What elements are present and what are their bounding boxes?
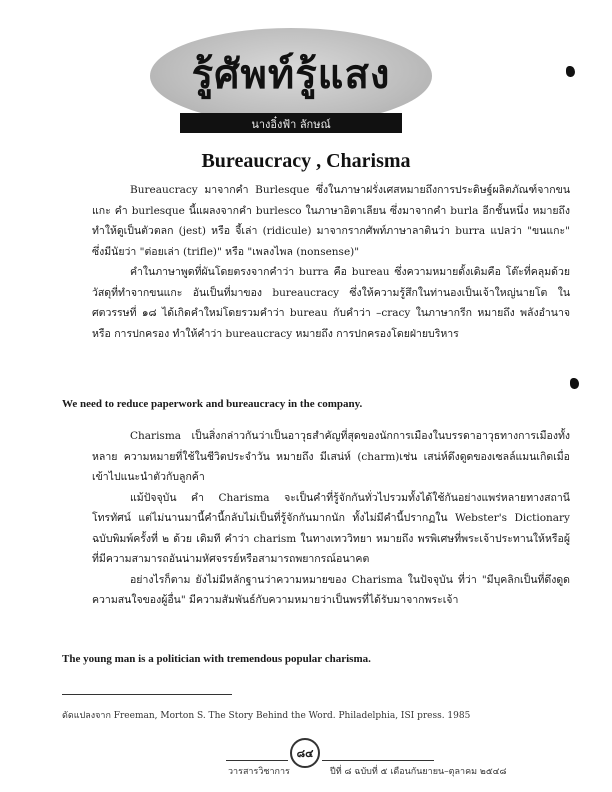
ink-blot-1 bbox=[566, 66, 575, 77]
paragraph: Bureaucracy มาจากคำ Burlesque ซึ่งในภาษาฝรั่งเศสหมายถึงการประดิษฐ์ผลิตภัณฑ์จากขนแกะ คำ burlesque นี้แผลงจากคำ burlesco ในภาษาอิตาเลียน ซึ่งมาจากคำ burla อีกชั้นหนึ่ง หมายถึง ทำให้ดูเป็นตัวตลก (jest) หรือ จี้เล่า (ridicule) มาจากรากศัพท์ภาษาลาตินว่า burra แปลว่า "ขนแกะ" ซึ่งมีนัยว่า "ต่อยเล่า (trifle)" หรือ "เพลงไพล (nonsense)" bbox=[92, 184, 570, 258]
bureaucracy-section bbox=[92, 180, 570, 344]
banner-title: รู้ศัพท์รู้แสง bbox=[191, 52, 391, 98]
issue-info: ปีที่ ๘ ฉบับที่ ๕ เดือนกันยายน–ตุลาคม ๒๕๔๘ bbox=[330, 767, 507, 777]
paragraph: แม้ปัจจุบัน คำ Charisma จะเป็นคำที่รู้จักกันทั่วไปรวมทั้งได้ใช้กันอย่างแพร่หลายทางสถานีโทรทัศน์ แต่ไม่นานมานี้คำนี้กลับไม่เป็นที่รู้จักกันมากนัก ทั้งไม่มีคำนี้ปรากฏใน Webster's Dictionary ฉบับพิมพ์ครั้งที่ ๒ ด้วย เดิมที คำว่า charism ในทางเทววิทยา หมายถึง พรพิเศษที่พระเจ้าประทานให้หรือผู้ที่มีความสามารถอันน่ามหัศจรรย์หรือสามารถพยากรณ์อนาคต bbox=[92, 491, 570, 565]
footer-line-right bbox=[322, 760, 434, 761]
example-sentence-1: We need to reduce paperwork and bureaucracy in the company. bbox=[62, 398, 363, 410]
footnote: ดัดแปลงจาก Freeman, Morton S. The Story Behind the Word. Philadelphia, ISI press. 1985 bbox=[62, 711, 471, 721]
paragraph: อย่างไรก็ตาม ยังไม่มีหลักฐานว่าความหมายของ Charisma ในปัจจุบัน ที่ว่า "มีบุคลิกเป็นที่ดึงดูดความสนใจของผู้อื่น" มีความสัมพันธ์กับความหมายว่าเป็นพรที่ได้รับมาจากพระเจ้า bbox=[92, 573, 570, 606]
journal-name: วารสารวิชาการ bbox=[228, 767, 290, 777]
charisma-section bbox=[92, 426, 570, 611]
page-number-badge: ๘๔ bbox=[290, 738, 320, 768]
footer-line-left bbox=[226, 760, 288, 761]
ink-blot-2 bbox=[570, 378, 579, 389]
paragraph: Charisma เป็นสิ่งกล่าวกันว่าเป็นอาวุธสำคัญที่สุดของนักการเมืองในบรรดาอาวุธทางการเมืองทั้งหลาย ความหมายที่ใช้ในชีวิตประจำวัน หมายถึง มีเสน่ห์ (charm)เช่น เสน่ห์ดึงดูดของเซลล์แมนเกิดเมื่อเข้าไปแนะนำตัวกับลูกค้า bbox=[92, 430, 570, 483]
author-name: นางอิ๋งฟ้า ลักษณ์ bbox=[251, 118, 331, 131]
paragraph: คำในภาษาพูดที่ผันโดยตรงจากคำว่า burra คือ bureau ซึ่งความหมายดั้งเดิมคือ โต๊ะที่คลุมด้วยวัสดุที่ทำจากขนแกะ อันเป็นที่มาของ bureaucracy ซึ่งให้ความรู้สึกในท่านองเป็นเจ้าใหญ่นายโต ในศตวรรษที่ ๑๘ ได้เกิดคำใหม่โดยรวมคำว่า bureau กับคำว่า –cracy ในภาษากรีก หมายถึง พลังอำนาจ หรือ การปกครอง ทำให้คำว่า bureaucracy หมายถึง การปกครองโดยฝ่ายบริหาร bbox=[92, 266, 570, 340]
footnote-rule bbox=[62, 694, 232, 695]
example-sentence-2: The young man is a politician with tremendous popular charisma. bbox=[62, 653, 371, 665]
article-title: Bureaucracy , Charisma bbox=[201, 150, 411, 172]
